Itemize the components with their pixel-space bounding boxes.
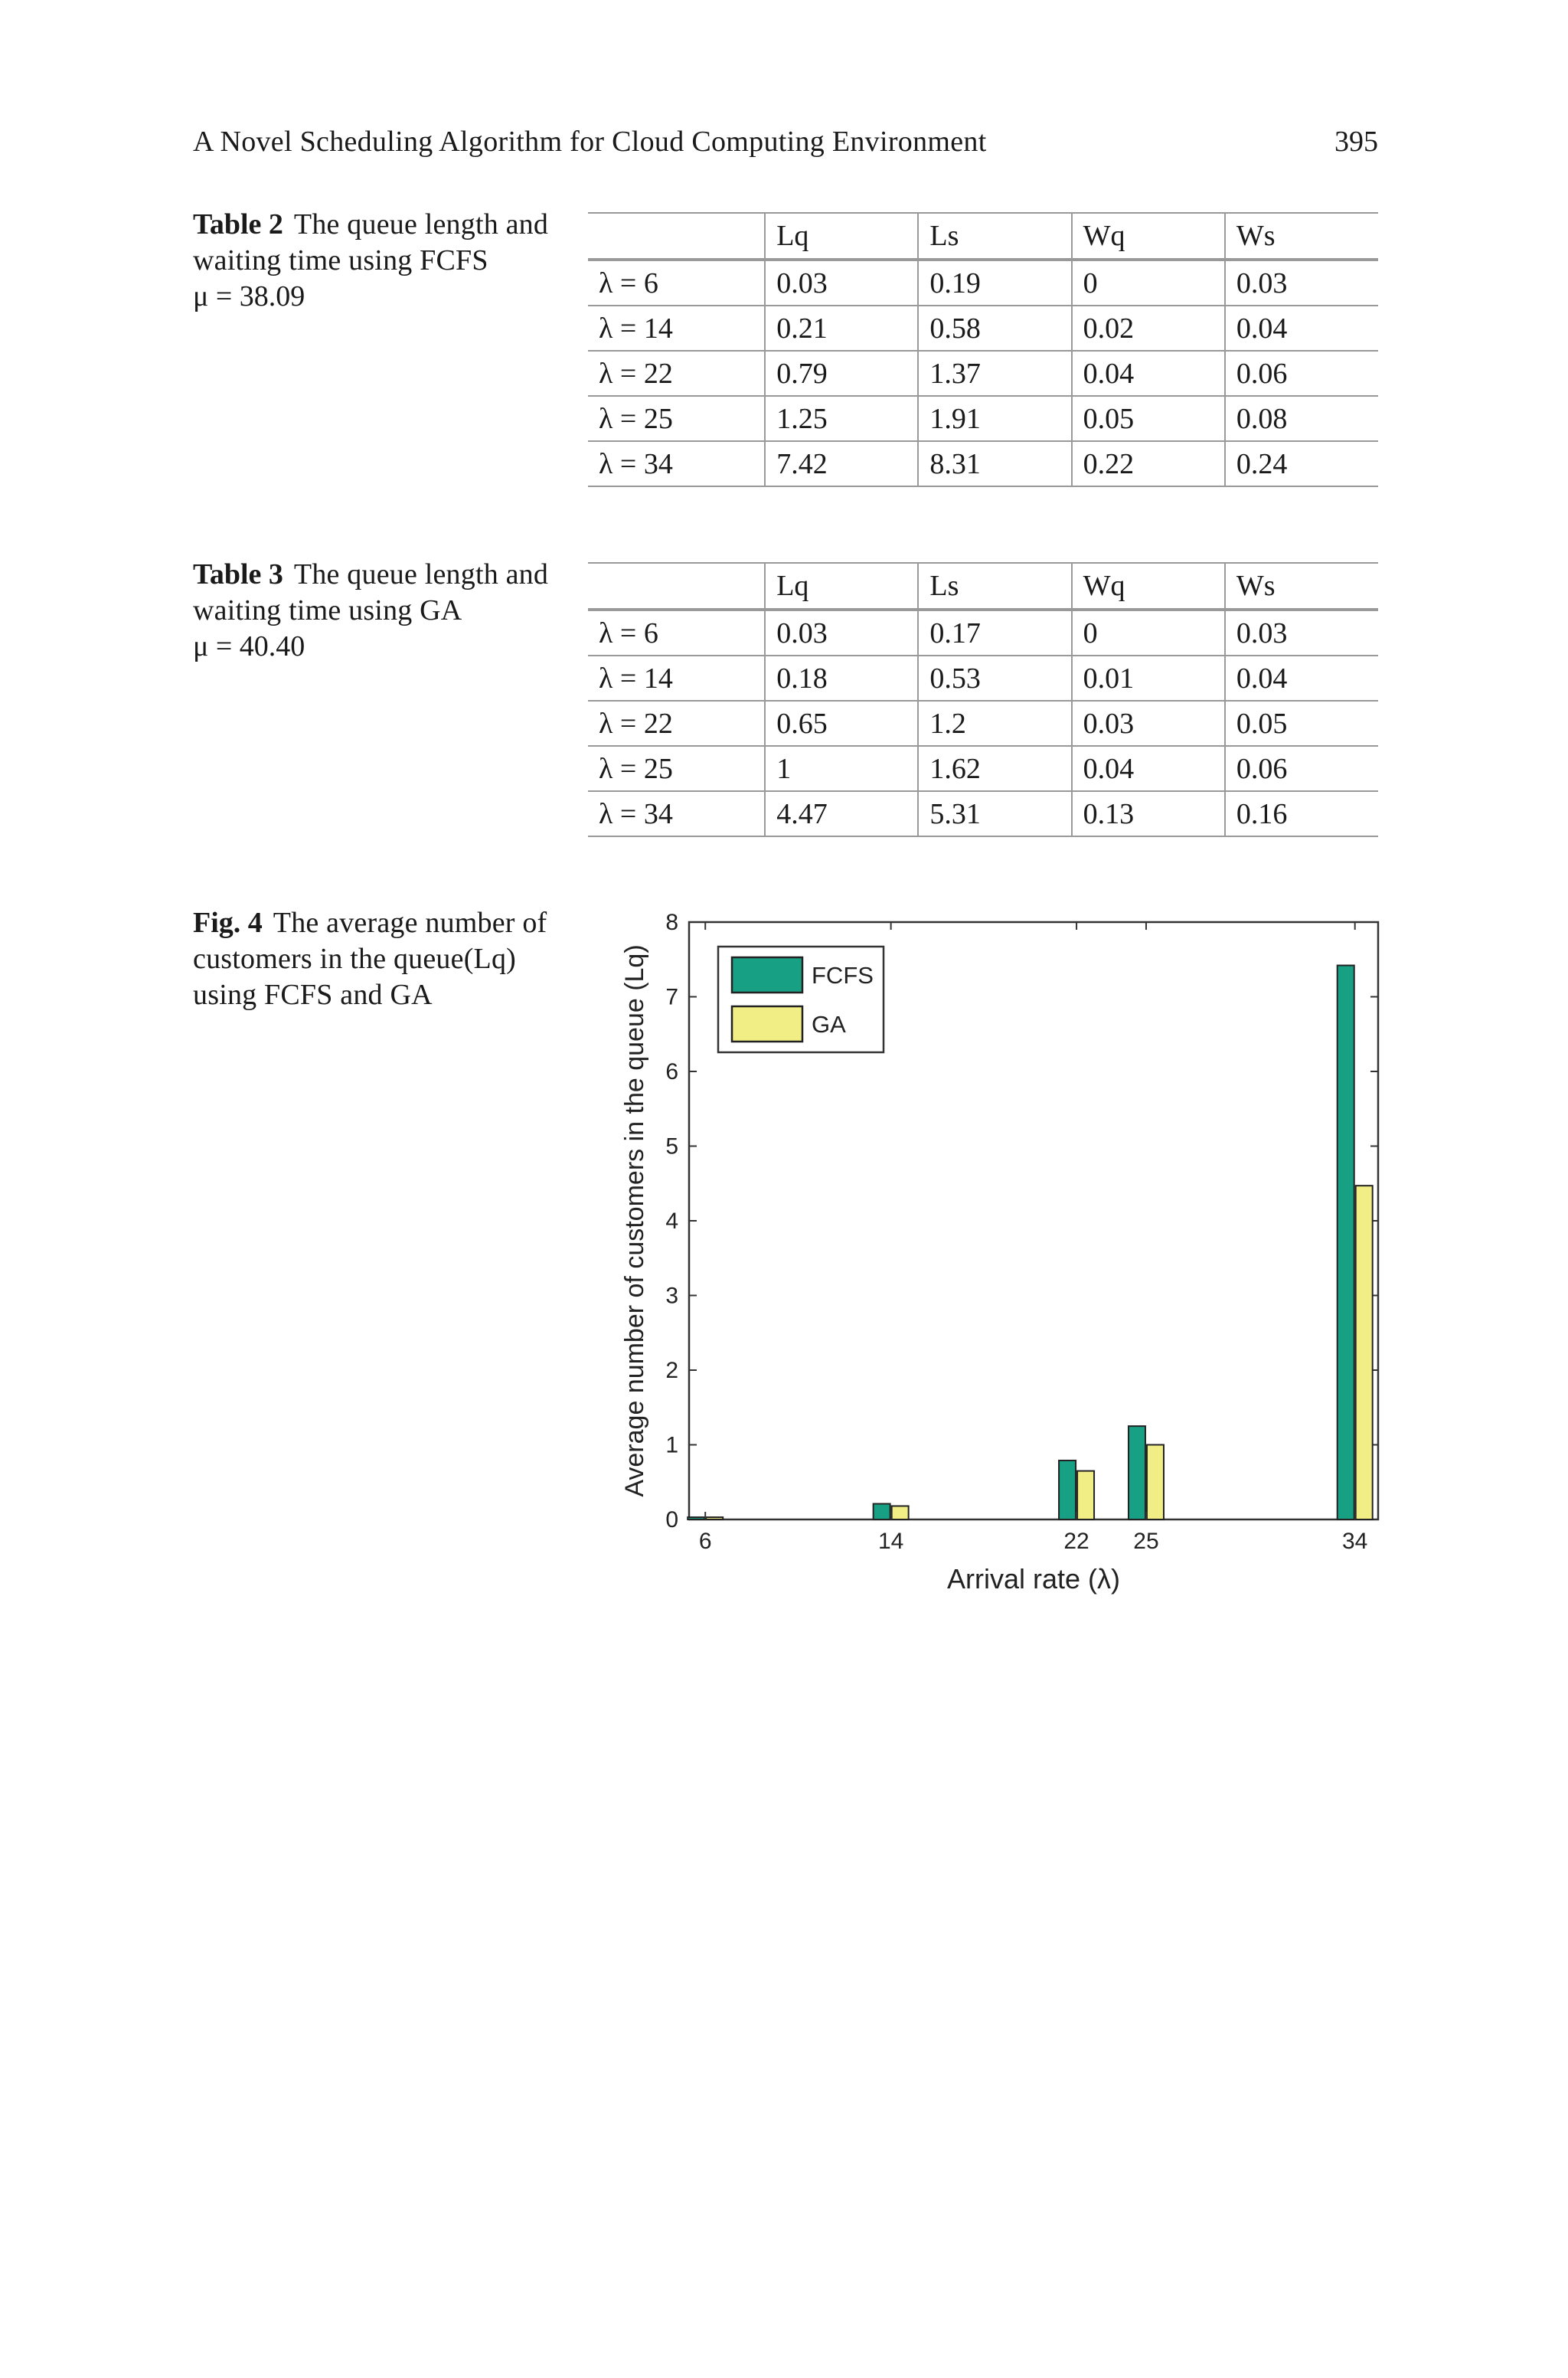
figure-4-caption-text: The average number of customers in the queue(Lq) using FCFS and GA <box>193 907 547 1011</box>
table-row <box>588 396 1378 441</box>
table-cell: 0.05 <box>1072 396 1225 441</box>
table-cell: 0.05 <box>1225 701 1378 746</box>
table-3-caption <box>193 557 568 665</box>
x-tick-label: 34 <box>1342 1529 1368 1554</box>
table-3-caption-text: The queue length and waiting time using GA <box>193 558 549 626</box>
bar-ga <box>892 1506 909 1519</box>
column-header: Wq <box>1072 213 1225 260</box>
bar-ga <box>706 1517 723 1519</box>
table-header-row <box>588 563 1378 610</box>
table-cell: 0.22 <box>1072 441 1225 486</box>
table-cell: 7.42 <box>765 441 918 486</box>
figure-4-label: Fig. 4 <box>193 907 263 939</box>
table-2-label: Table 2 <box>193 208 283 240</box>
table-cell: 1.25 <box>765 396 918 441</box>
table-3-mu: μ = 40.40 <box>193 630 305 662</box>
figure-4-caption <box>193 905 568 1013</box>
table-cell: 0.04 <box>1225 306 1378 351</box>
table-cell: 0 <box>1072 610 1225 656</box>
legend-label-fcfs: FCFS <box>812 962 874 989</box>
x-tick-label: 22 <box>1063 1529 1089 1554</box>
table-cell: 0.03 <box>765 260 918 306</box>
table-cell: 0.04 <box>1225 656 1378 701</box>
table-cell: λ = 34 <box>588 441 765 486</box>
table-cell: 1 <box>765 746 918 791</box>
table-cell: 1.62 <box>918 746 1071 791</box>
table-cell: 1.2 <box>918 701 1071 746</box>
table-cell: 0.04 <box>1072 351 1225 396</box>
table-row <box>588 260 1378 306</box>
legend-swatch-ga <box>732 1006 802 1042</box>
table-cell: 0.21 <box>765 306 918 351</box>
table-3 <box>588 562 1378 837</box>
table-cell: 0.03 <box>1225 610 1378 656</box>
table-row <box>588 701 1378 746</box>
table-cell: λ = 14 <box>588 656 765 701</box>
table-2-mu: μ = 38.09 <box>193 280 305 312</box>
running-head-title: A Novel Scheduling Algorithm for Cloud Computing Environment <box>193 126 987 158</box>
column-header <box>588 213 765 260</box>
table-cell: 0.03 <box>1225 260 1378 306</box>
y-tick-label: 0 <box>665 1507 678 1532</box>
bar-ga <box>1356 1186 1373 1519</box>
table-cell: 8.31 <box>918 441 1071 486</box>
table-cell: 0.06 <box>1225 351 1378 396</box>
y-tick-label: 2 <box>665 1358 678 1383</box>
table-cell: 5.31 <box>918 791 1071 836</box>
table-cell: λ = 6 <box>588 610 765 656</box>
y-tick-label: 6 <box>665 1059 678 1084</box>
table-2 <box>588 212 1378 487</box>
y-tick-label: 5 <box>665 1133 678 1160</box>
table-cell: 0.53 <box>918 656 1071 701</box>
table-cell: 0.79 <box>765 351 918 396</box>
table-cell: 4.47 <box>765 791 918 836</box>
table-row <box>588 610 1378 656</box>
column-header: Lq <box>765 563 918 610</box>
table-cell: 0.58 <box>918 306 1071 351</box>
figure-4-bar-chart <box>612 911 1393 1601</box>
table-cell: 0.13 <box>1072 791 1225 836</box>
table-row <box>588 791 1378 836</box>
table-row <box>588 441 1378 486</box>
y-tick-label: 3 <box>665 1283 678 1309</box>
legend-label-ga: GA <box>812 1011 846 1038</box>
bar-fcfs <box>688 1517 704 1519</box>
bar-fcfs <box>1338 966 1354 1519</box>
table-row <box>588 656 1378 701</box>
table-cell: λ = 25 <box>588 746 765 791</box>
table-header-row <box>588 213 1378 260</box>
bar-fcfs <box>1059 1460 1076 1519</box>
column-header: Ls <box>918 563 1071 610</box>
table-cell: 0.06 <box>1225 746 1378 791</box>
column-header: Ls <box>918 213 1071 260</box>
table-cell: λ = 14 <box>588 306 765 351</box>
table-cell: 0.02 <box>1072 306 1225 351</box>
legend-swatch-fcfs <box>732 957 802 993</box>
y-tick-label: 1 <box>665 1432 678 1458</box>
table-cell: λ = 22 <box>588 701 765 746</box>
table-cell: λ = 25 <box>588 396 765 441</box>
table-cell: 0.16 <box>1225 791 1378 836</box>
table-cell: 0.17 <box>918 610 1071 656</box>
table-cell: 1.37 <box>918 351 1071 396</box>
x-axis-label: Arrival rate (λ) <box>946 1563 1121 1595</box>
column-header <box>588 563 765 610</box>
table-cell: 0.08 <box>1225 396 1378 441</box>
table-cell: 0.65 <box>765 701 918 746</box>
table-cell: λ = 6 <box>588 260 765 306</box>
table-2-caption-text: The queue length and waiting time using FCFS <box>193 208 549 276</box>
column-header: Ws <box>1225 563 1378 610</box>
y-axis-label: Average number of customers in the queue (Lq) <box>620 944 649 1497</box>
table-cell: 0.03 <box>765 610 918 656</box>
column-header: Ws <box>1225 213 1378 260</box>
table-cell: λ = 22 <box>588 351 765 396</box>
y-tick-label: 4 <box>665 1209 678 1234</box>
x-tick-label: 25 <box>1133 1529 1159 1554</box>
table-row <box>588 351 1378 396</box>
table-cell: λ = 34 <box>588 791 765 836</box>
bar-ga <box>1077 1471 1094 1519</box>
table-cell: 0.19 <box>918 260 1071 306</box>
y-tick-label: 8 <box>665 911 678 935</box>
bar-ga <box>1147 1445 1164 1520</box>
table-cell: 0.24 <box>1225 441 1378 486</box>
table-cell: 0 <box>1072 260 1225 306</box>
bar-fcfs <box>874 1504 890 1519</box>
table-2-caption <box>193 207 568 315</box>
table-row <box>588 306 1378 351</box>
bar-fcfs <box>1129 1426 1145 1519</box>
table-row <box>588 746 1378 791</box>
table-cell: 0.18 <box>765 656 918 701</box>
y-tick-label: 7 <box>665 984 678 1010</box>
page-number: 395 <box>1334 126 1378 158</box>
column-header: Wq <box>1072 563 1225 610</box>
column-header: Lq <box>765 213 918 260</box>
table-cell: 0.04 <box>1072 746 1225 791</box>
table-cell: 0.01 <box>1072 656 1225 701</box>
running-head <box>193 123 1378 161</box>
x-tick-label: 14 <box>877 1529 904 1554</box>
table-3-label: Table 3 <box>193 558 283 590</box>
table-cell: 1.91 <box>918 396 1071 441</box>
table-cell: 0.03 <box>1072 701 1225 746</box>
x-tick-label: 6 <box>698 1529 712 1554</box>
